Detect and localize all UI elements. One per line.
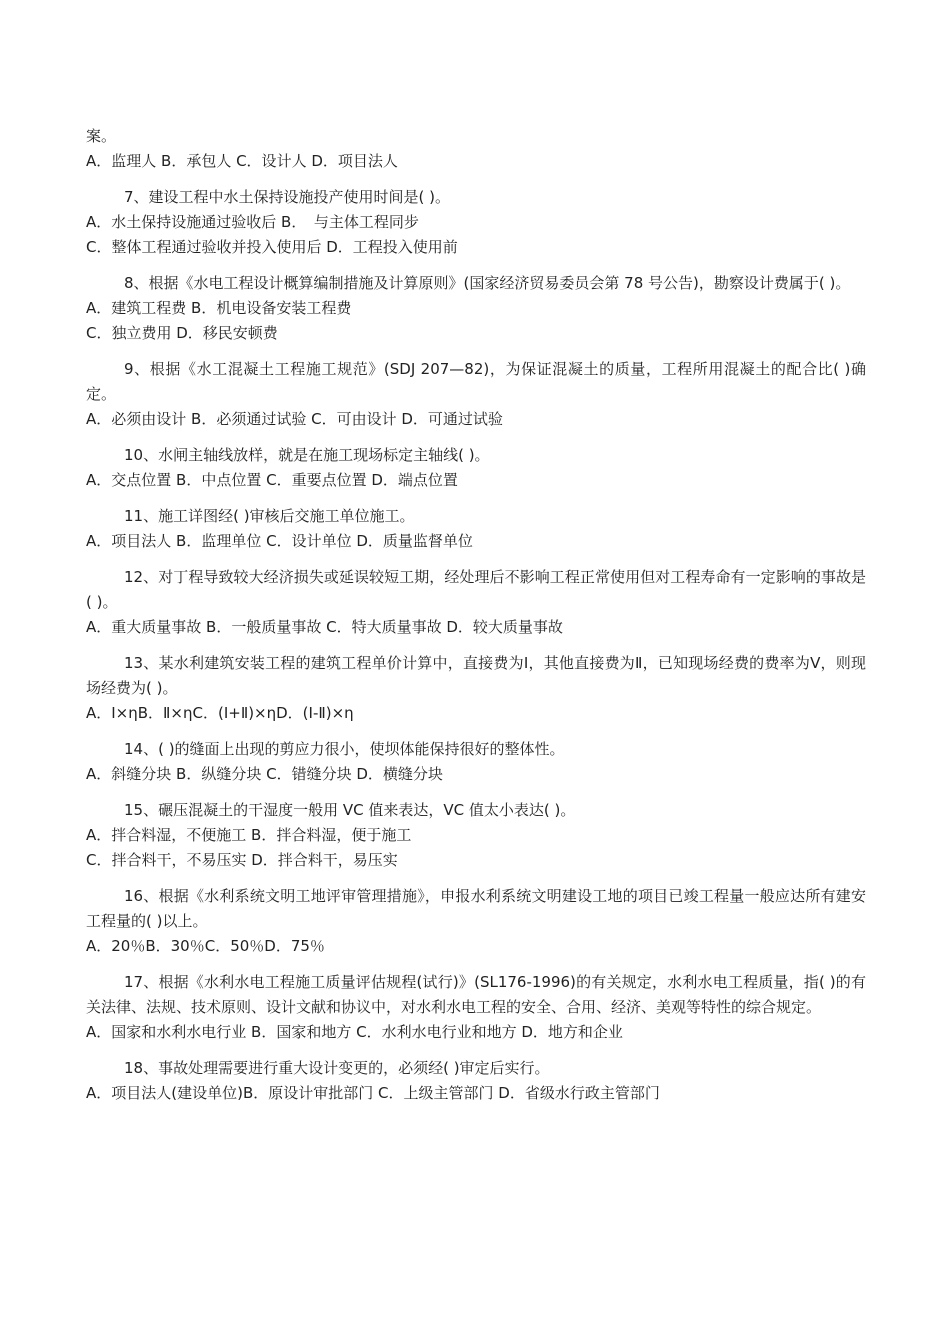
question-stem: 9、根据《水工混凝土工程施工规范》(SDJ 207—82)，为保证混凝土的质量，工程所用混凝土的配合比( )确定。 xyxy=(86,360,866,403)
option-line: A．斜缝分块 B．纵缝分块 C．错缝分块 D．横缝分块 xyxy=(86,765,443,783)
question-stem: 10、水闸主轴线放样，就是在施工现场标定主轴线( )。 xyxy=(124,446,490,464)
question-stem: 17、根据《水利水电工程施工质量评估规程(试行)》(SL176-1996)的有关规定，水利水电工程质量，指( )的有关法律、法规、技术原则、设计文献和协议中，对水利水电工程的安全、合用、经济、美观等特性的综合规定。 xyxy=(86,973,866,1016)
question-options xyxy=(86,407,866,432)
question-options xyxy=(86,468,866,493)
option-line: A．建筑工程费 B．机电设备安装工程费 xyxy=(86,299,352,317)
question-item xyxy=(86,737,866,787)
question-stem: 16、根据《水利系统文明工地评审管理措施》，申报水利系统文明建设工地的项目已竣工程量一般应达所有建安工程量的( )以上。 xyxy=(86,887,866,930)
option-line: A．水土保持设施通过验收后 B． 与主体工程同步 xyxy=(86,213,419,231)
question-item xyxy=(86,185,866,260)
option-line: A．交点位置 B．中点位置 C．重要点位置 D．端点位置 xyxy=(86,471,458,489)
question-item xyxy=(86,504,866,554)
question-options xyxy=(86,529,866,554)
question-stem: 8、根据《水电工程设计概算编制措施及计算原则》(国家经济贸易委员会第 78 号公告)，勘察设计费属于( )。 xyxy=(124,274,851,292)
question-stem: 7、建设工程中水土保持设施投产使用时间是( )。 xyxy=(124,188,451,206)
question-item xyxy=(86,271,866,346)
question-stem: 11、施工详图经( )审核后交施工单位施工。 xyxy=(124,507,415,525)
question-options xyxy=(86,615,866,640)
question-options xyxy=(86,1020,866,1045)
question-item xyxy=(86,357,866,432)
question-options xyxy=(86,762,866,787)
question-item xyxy=(86,1056,866,1106)
option-line: A．20％B．30％C．50％D．75％ xyxy=(86,937,325,955)
question-options xyxy=(86,296,866,346)
option-line: C．拌合料干，不易压实 D．拌合料干，易压实 xyxy=(86,851,398,869)
question-item xyxy=(86,798,866,873)
question-stem: 12、对丁程导致较大经济损失或延误较短工期，经处理后不影响工程正常使用但对工程寿命有一定影响的事故是( )。 xyxy=(86,568,866,611)
question-stem: 14、( )的缝面上出现的剪应力很小，使坝体能保持很好的整体性。 xyxy=(124,740,565,758)
option-line: A．国家和水利水电行业 B．国家和地方 C．水利水电行业和地方 D．地方和企业 xyxy=(86,1023,623,1041)
option-line: A．重大质量事故 B．一般质量事故 C．特大质量事故 D．较大质量事故 xyxy=(86,618,563,636)
option-line: A．监理人 B．承包人 C．设计人 D．项目法人 xyxy=(86,152,398,170)
question-item xyxy=(86,884,866,959)
question-list xyxy=(86,185,866,1106)
option-line: A．必须由设计 B．必须通过试验 C．可由设计 D．可通过试验 xyxy=(86,410,503,428)
question-options xyxy=(86,701,866,726)
question-stem: 13、某水利建筑安装工程的建筑工程单价计算中，直接费为Ⅰ，其他直接费为Ⅱ，已知现场经费的费率为Ⅴ，则现场经费为( )。 xyxy=(86,654,866,697)
question-options xyxy=(86,210,866,260)
option-line: A．项目法人(建设单位)B．原设计审批部门 C．上级主管部门 D．省级水行政主管部门 xyxy=(86,1084,660,1102)
question-stem: 15、碾压混凝土的干湿度一般用 VC 值来表达，VC 值太小表达( )。 xyxy=(124,801,576,819)
question-item xyxy=(86,565,866,640)
question-item xyxy=(86,443,866,493)
option-line: A．拌合料湿，不便施工 B．拌合料湿，便于施工 xyxy=(86,826,412,844)
question-options xyxy=(86,823,866,873)
question-stem: 18、事故处理需要进行重大设计变更的，必须经( )审定后实行。 xyxy=(124,1059,550,1077)
question-options xyxy=(86,934,866,959)
question-options xyxy=(86,1081,866,1106)
option-line: C．独立费用 D．移民安顿费 xyxy=(86,324,278,342)
document-page xyxy=(86,124,866,1106)
question-item xyxy=(86,651,866,726)
question-stem-tail: 案。 xyxy=(86,127,117,145)
option-line: A．Ⅰ×ηB．Ⅱ×ηC．(Ⅰ+Ⅱ)×ηD．(Ⅰ-Ⅱ)×η xyxy=(86,704,354,722)
question-item xyxy=(86,970,866,1045)
option-line: C．整体工程通过验收并投入使用后 D．工程投入使用前 xyxy=(86,238,458,256)
option-line: A．项目法人 B．监理单位 C．设计单位 D．质量监督单位 xyxy=(86,532,473,550)
question-fragment xyxy=(86,124,866,174)
